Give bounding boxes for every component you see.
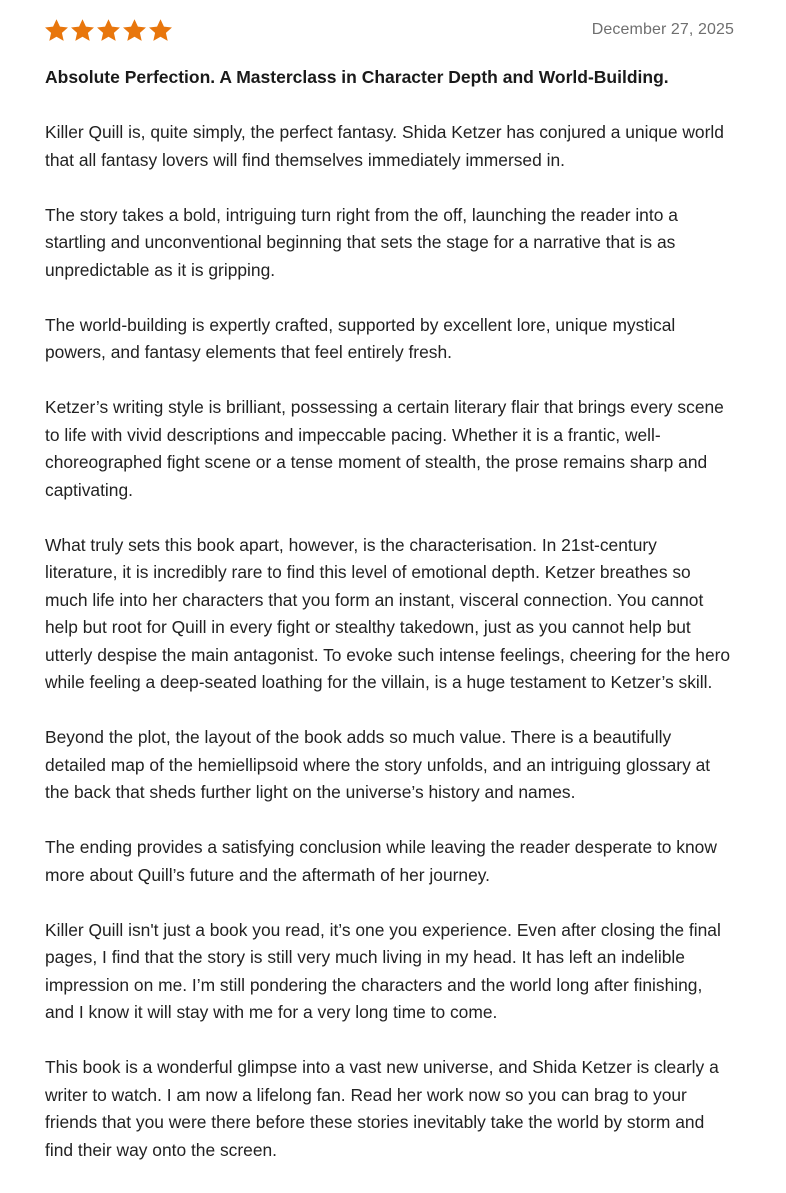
review-paragraph-3: The world-building is expertly crafted, supported by excellent lore, unique mystical powers, and fantasy elements that feel entirely fresh.: [45, 314, 676, 362]
review-paragraph-2: The story takes a bold, intriguing turn right from the off, launching the reader into a startling and unconventional beginning that sets the stage for a narrative that is as unpredictable as it is gripping.: [45, 204, 678, 280]
star-icon: [44, 18, 69, 43]
review-paragraph-5: What truly sets this book apart, however, is the characterisation. In 21st-century literature, it is incredibly rare to find this level of emotional depth. Ketzer breathes so much life into her characters that you form an instant, visceral connection. You cannot help but root for Quill in every fight or stealthy takedown, just as you cannot help but utterly despise the main antagonist. To evoke such intense feelings, cheering for the hero while feeling a deep-seated loathing for the villain, is a huge testament to Ketzer’s skill.: [45, 534, 731, 692]
review-paragraph-4: Ketzer’s writing style is brilliant, possessing a certain literary flair that brings every scene to life with vivid descriptions and impeccable pacing. Whether it is a frantic, well-choreographed fight scene or a tense moment of stealth, the prose remains sharp and captivating.: [45, 397, 724, 500]
star-rating: [44, 18, 173, 43]
review-paragraph-9: This book is a wonderful glimpse into a vast new universe, and Shida Ketzer is clearly a writer to watch. I am now a lifelong fan. Read her work now so you can brag to your friends that you were there before these stories inevitably take the world by storm and find their way onto the screen.: [45, 1057, 719, 1160]
review-title: Absolute Perfection. A Masterclass in Character Depth and World-Building.: [45, 67, 669, 87]
review-paragraph-8: Killer Quill isn't just a book you read, it’s one you experience. Even after closing the final pages, I find that the story is still very much living in my head. It has left an indelible impression on me. I’m still pondering the characters and the world long after finishing, and I know it will stay with me for a very long time to come.: [45, 919, 721, 1022]
review-date: December 27, 2025: [591, 21, 734, 38]
star-icon: [122, 18, 147, 43]
star-icon: [96, 18, 121, 43]
review-paragraph-7: The ending provides a satisfying conclusion while leaving the reader desperate to know more about Quill’s future and the aftermath of her journey.: [45, 837, 717, 885]
review-header: [45, 16, 734, 44]
review-paragraph-6: Beyond the plot, the layout of the book adds so much value. There is a beautifully detailed map of the hemiellipsoid where the story unfolds, and an intriguing glossary at the back that sheds further light on the universe’s history and names.: [45, 727, 711, 802]
star-icon: [148, 18, 173, 43]
review-body: [45, 119, 734, 1164]
review-paragraph-1: Killer Quill is, quite simply, the perfect fantasy. Shida Ketzer has conjured a unique world that all fantasy lovers will find themselves immediately immersed in.: [45, 122, 724, 170]
star-icon: [70, 18, 95, 43]
